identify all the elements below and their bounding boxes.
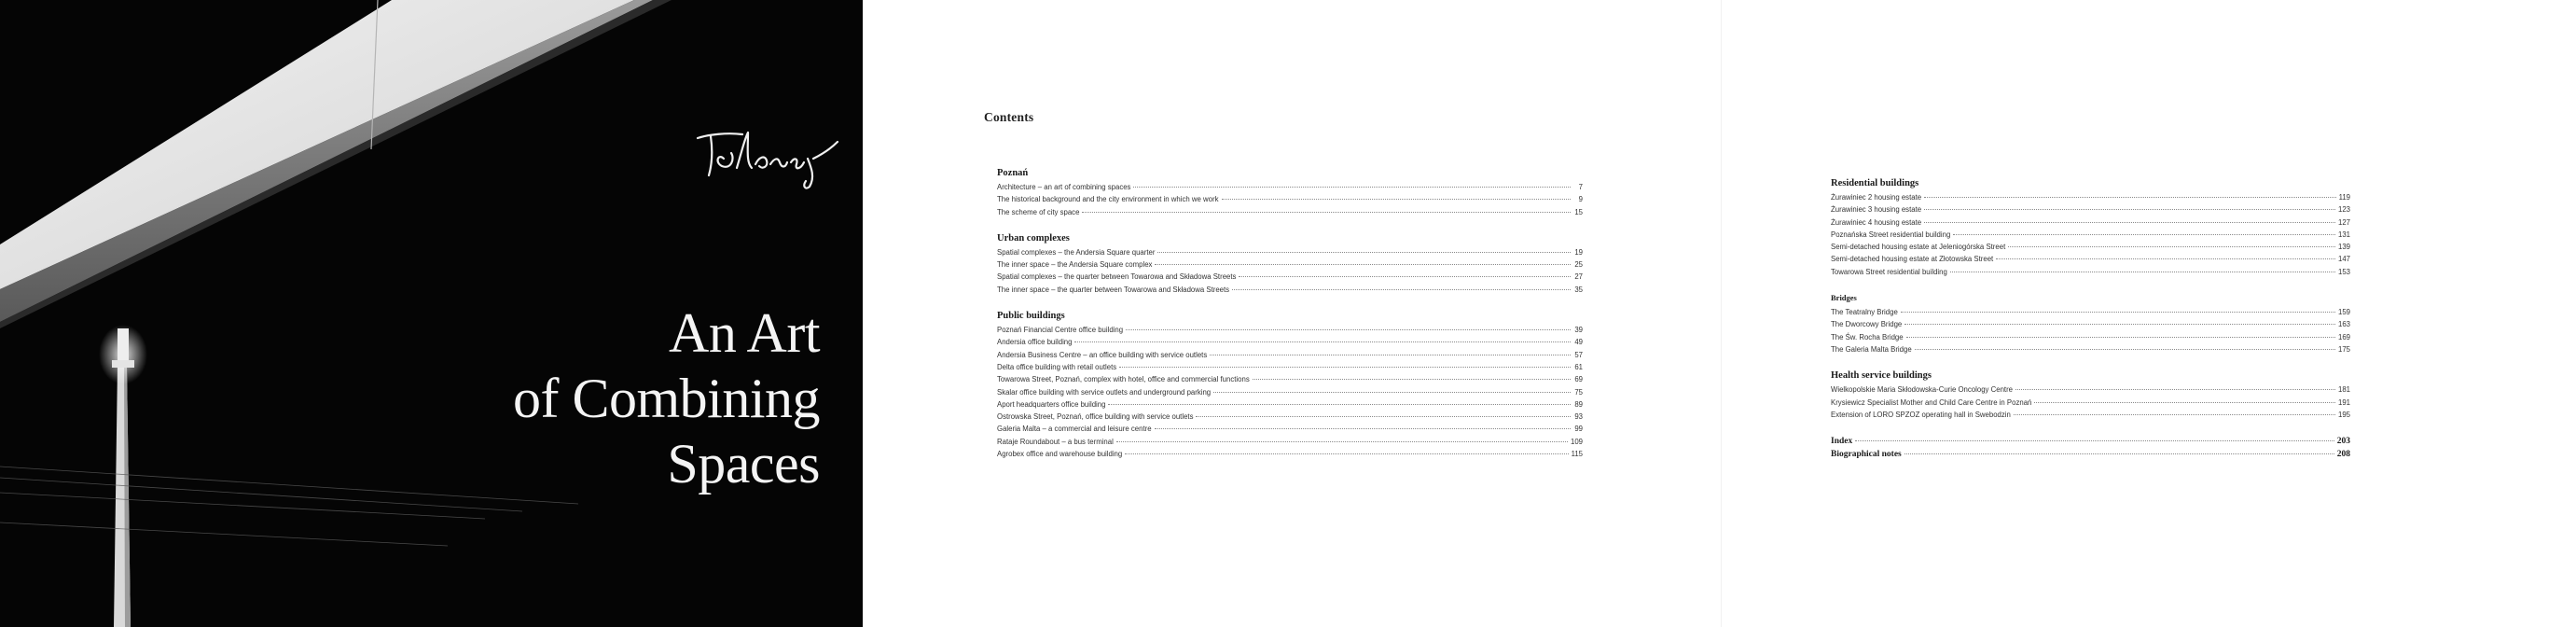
toc-entry-page: 15 — [1574, 207, 1583, 216]
contents-heading: Contents — [984, 110, 1034, 124]
dot-leader — [2015, 389, 2335, 390]
toc-entry[interactable] — [997, 258, 1583, 271]
toc-section-title: Residential buildings — [1831, 178, 1919, 188]
toc-section-title: Bridges — [1831, 293, 1857, 303]
dot-leader — [2014, 414, 2335, 415]
dot-leader — [1213, 392, 1571, 393]
dot-leader — [1904, 453, 2334, 454]
toc-entry-title: Ostrowska Street, Poznań, office building with service outlets — [997, 412, 1194, 422]
toc-entry[interactable] — [1831, 191, 2350, 203]
toc-entry-title: Poznańska Street residential building — [1831, 230, 1951, 239]
toc-entry-page: 139 — [2337, 243, 2350, 252]
toc-entry-page: 123 — [2337, 205, 2350, 215]
toc-section-title: Public buildings — [997, 311, 1065, 322]
dot-leader — [1906, 337, 2335, 338]
dot-leader — [1953, 234, 2335, 235]
toc-entry-page: 203 — [2336, 437, 2350, 447]
toc-entry-page: 195 — [2337, 410, 2350, 419]
toc-entry-title: The Św. Rocha Bridge — [1831, 332, 1904, 341]
toc-section-title: Poznań — [997, 168, 1029, 178]
toc-entry[interactable] — [997, 361, 1583, 373]
toc-entry[interactable] — [1831, 383, 2350, 396]
toc-entry[interactable] — [997, 349, 1583, 361]
toc-entry-title: Poznań Financial Centre office building — [997, 326, 1124, 335]
dot-leader — [1855, 440, 2334, 441]
toc-entry[interactable] — [997, 271, 1583, 283]
toc-entry-page: 109 — [1570, 437, 1583, 446]
toc-entry[interactable] — [997, 386, 1583, 398]
dot-leader — [1901, 312, 2335, 313]
toc-section-pozna — [997, 167, 1583, 218]
toc-entry-title: The Galeria Malta Bridge — [1831, 344, 1912, 354]
toc-entry[interactable] — [997, 324, 1583, 336]
cover-title-line-1: An Art — [669, 302, 820, 364]
dot-leader — [1082, 212, 1571, 213]
toc-section-title: Urban complexes — [997, 232, 1070, 244]
toc-entry-page: 9 — [1578, 195, 1583, 204]
toc-entry[interactable] — [1831, 203, 2350, 216]
dot-leader — [1196, 416, 1571, 417]
toc-entry-title: Andersia office building — [997, 338, 1073, 347]
toc-entry-title: The Teatralny Bridge — [1831, 308, 1898, 317]
dot-leader — [1232, 289, 1571, 290]
toc-entry-index[interactable] — [1831, 435, 2350, 448]
toc-entry[interactable] — [997, 398, 1583, 411]
toc-entry-page: 27 — [1574, 272, 1583, 282]
toc-entry-page: 115 — [1571, 450, 1583, 459]
toc-entry-title: Semi-detached housing estate at Złotowska Street — [1831, 255, 1994, 264]
toc-entry-title: Spatial complexes – the quarter between Towarowa and Składowa Streets — [997, 272, 1237, 282]
toc-entry-page: 147 — [2337, 255, 2350, 264]
toc-entry-page: 208 — [2336, 450, 2350, 460]
toc-entry-page: 99 — [1574, 425, 1583, 434]
toc-entry-page: 19 — [1574, 247, 1583, 257]
toc-entry-page: 163 — [2337, 320, 2350, 329]
cover-title-line-3: Spaces — [667, 433, 820, 495]
dot-leader — [1155, 428, 1571, 429]
toc-entry-title: The historical background and the city environment in which we work — [997, 195, 1219, 204]
dot-leader — [1157, 252, 1571, 253]
toc-entry-title: Towarowa Street, Poznań, complex with hotel, office and commercial functions — [997, 375, 1250, 384]
toc-entry-title: The Dworcowy Bridge — [1831, 320, 1903, 329]
toc-entry-title: Semi-detached housing estate at Jeleniogórska Street — [1831, 243, 2006, 252]
toc-entry-page: 131 — [2337, 230, 2350, 239]
toc-entry[interactable] — [1831, 306, 2350, 318]
toc-entry-title: Index — [1831, 437, 1853, 447]
toc-section-residential-buildings — [1831, 177, 2350, 278]
toc-entry[interactable] — [997, 373, 1583, 385]
toc-entry-title: Rataje Roundabout – a bus terminal — [997, 437, 1114, 446]
toc-entry[interactable] — [997, 336, 1583, 348]
toc-entry-page: 61 — [1574, 362, 1583, 371]
toc-entry-title: The scheme of city space — [997, 207, 1080, 216]
toc-section-title: Health service buildings — [1831, 370, 1932, 382]
toc-entry[interactable] — [1831, 318, 2350, 330]
toc-entry-title: Wielkopolskie Maria Skłodowska-Curie Oncology Centre — [1831, 385, 2013, 395]
toc-entry-page: 35 — [1574, 285, 1583, 294]
toc-entry-page: 169 — [2337, 332, 2350, 341]
dot-leader — [2008, 246, 2335, 247]
toc-entry-page: 57 — [1574, 350, 1583, 359]
toc-entry-page: 49 — [1574, 338, 1583, 347]
toc-entry-title: Architecture – an art of combining spaces — [997, 183, 1131, 191]
toc-entry[interactable] — [1831, 241, 2350, 253]
dot-leader — [1133, 187, 1571, 188]
toc-entry-title: Towarowa Street residential building — [1831, 267, 1947, 276]
toc-entry-title: Żurawiniec 3 housing estate — [1831, 205, 1922, 215]
toc-left-column — [997, 167, 1583, 474]
dot-leader — [1924, 222, 2335, 223]
cover-page — [0, 0, 863, 627]
toc-entry-page: 119 — [2338, 193, 2350, 202]
cover-title — [335, 300, 820, 496]
toc-entry[interactable] — [997, 411, 1583, 423]
toc-entry-title: Biographical notes — [1831, 450, 1902, 460]
dot-leader — [2034, 402, 2335, 403]
toc-entry-page: 191 — [2337, 397, 2350, 407]
toc-entry[interactable] — [997, 448, 1583, 460]
dot-leader — [1253, 379, 1571, 380]
dot-leader — [1222, 199, 1572, 200]
dot-leader — [1239, 276, 1571, 277]
toc-entry-page: 25 — [1574, 260, 1583, 270]
contents-page-right — [1721, 0, 2576, 627]
dot-leader — [1924, 209, 2335, 210]
toc-entry-page: 89 — [1574, 399, 1583, 409]
toc-entry-title: Krysiewicz Specialist Mother and Child Care Centre in Poznań — [1831, 397, 2032, 407]
toc-entry-page: 75 — [1574, 387, 1583, 397]
contents-page-left — [863, 0, 1721, 627]
toc-entry-page: 93 — [1574, 412, 1583, 422]
toc-entry[interactable] — [1831, 409, 2350, 421]
toc-section-public-buildings — [997, 310, 1583, 460]
toc-entry[interactable] — [997, 246, 1583, 258]
toc-entry[interactable] — [1831, 216, 2350, 229]
toc-entry-page: 159 — [2337, 308, 2350, 317]
toc-entry-title: Żurawiniec 4 housing estate — [1831, 217, 1922, 227]
dot-leader — [1915, 349, 2335, 350]
toc-entry[interactable] — [1831, 397, 2350, 409]
toc-entry[interactable] — [997, 206, 1583, 218]
toc-section-bridges — [1831, 292, 2350, 355]
toc-section-health-service-buildings — [1831, 369, 2350, 421]
dot-leader — [1924, 197, 2335, 198]
dot-leader — [1119, 367, 1571, 368]
toc-entry-title: Skalar office building with service outlets and underground parking — [997, 387, 1212, 397]
dot-leader — [1125, 453, 1568, 454]
toc-entry-page: 127 — [2337, 217, 2350, 227]
toc-entry-biographical-notes[interactable] — [1831, 448, 2350, 461]
dot-leader — [1155, 264, 1571, 265]
toc-entry[interactable] — [997, 436, 1583, 448]
dot-leader — [1108, 404, 1571, 405]
toc-entry-title: Spatial complexes – the Andersia Square quarter — [997, 247, 1156, 257]
toc-entry-title: Extension of LORO SPZOZ operating hall in Swebodzin — [1831, 410, 2011, 419]
toc-entry-title: Andersia Business Centre – an office building with service outlets — [997, 350, 1208, 359]
dot-leader — [1116, 441, 1568, 442]
toc-entry-page: 39 — [1574, 326, 1583, 335]
toc-entry[interactable] — [997, 193, 1583, 205]
toc-entry[interactable] — [997, 423, 1583, 435]
dot-leader — [1996, 258, 2335, 259]
toc-entry-title: Aport headquarters office building — [997, 399, 1106, 409]
dot-leader — [1074, 341, 1571, 342]
toc-entry-page: 175 — [2337, 344, 2350, 354]
toc-entry[interactable] — [1831, 253, 2350, 265]
toc-entry[interactable] — [1831, 229, 2350, 241]
signature-logo — [690, 121, 849, 196]
dot-leader — [1904, 324, 2335, 325]
toc-entry-page: 181 — [2337, 385, 2350, 395]
toc-entry-page: 153 — [2337, 267, 2350, 276]
toc-section-urban-complexes — [997, 232, 1583, 296]
toc-back-matter — [1831, 435, 2350, 461]
toc-entry-title: The inner space – the quarter between Towarowa and Składowa Streets — [997, 285, 1230, 294]
toc-entry[interactable] — [997, 181, 1583, 193]
toc-entry[interactable] — [1831, 343, 2350, 355]
toc-entry-title: Agrobex office and warehouse building — [997, 450, 1123, 459]
toc-entry[interactable] — [1831, 331, 2350, 343]
toc-right-column — [1831, 177, 2350, 475]
toc-entry-title: Delta office building with retail outlets — [997, 362, 1117, 371]
toc-entry-title: Galeria Malta – a commercial and leisure centre — [997, 425, 1152, 434]
toc-entry-title: Żurawiniec 2 housing estate — [1831, 193, 1922, 202]
toc-entry-page: 7 — [1578, 183, 1583, 191]
toc-entry-page: 69 — [1574, 375, 1583, 384]
toc-entry[interactable] — [997, 284, 1583, 296]
toc-entry-title: The inner space – the Andersia Square complex — [997, 260, 1153, 270]
dot-leader — [1126, 329, 1571, 330]
toc-entry[interactable] — [1831, 266, 2350, 278]
cover-title-line-2: of Combining — [512, 368, 820, 429]
